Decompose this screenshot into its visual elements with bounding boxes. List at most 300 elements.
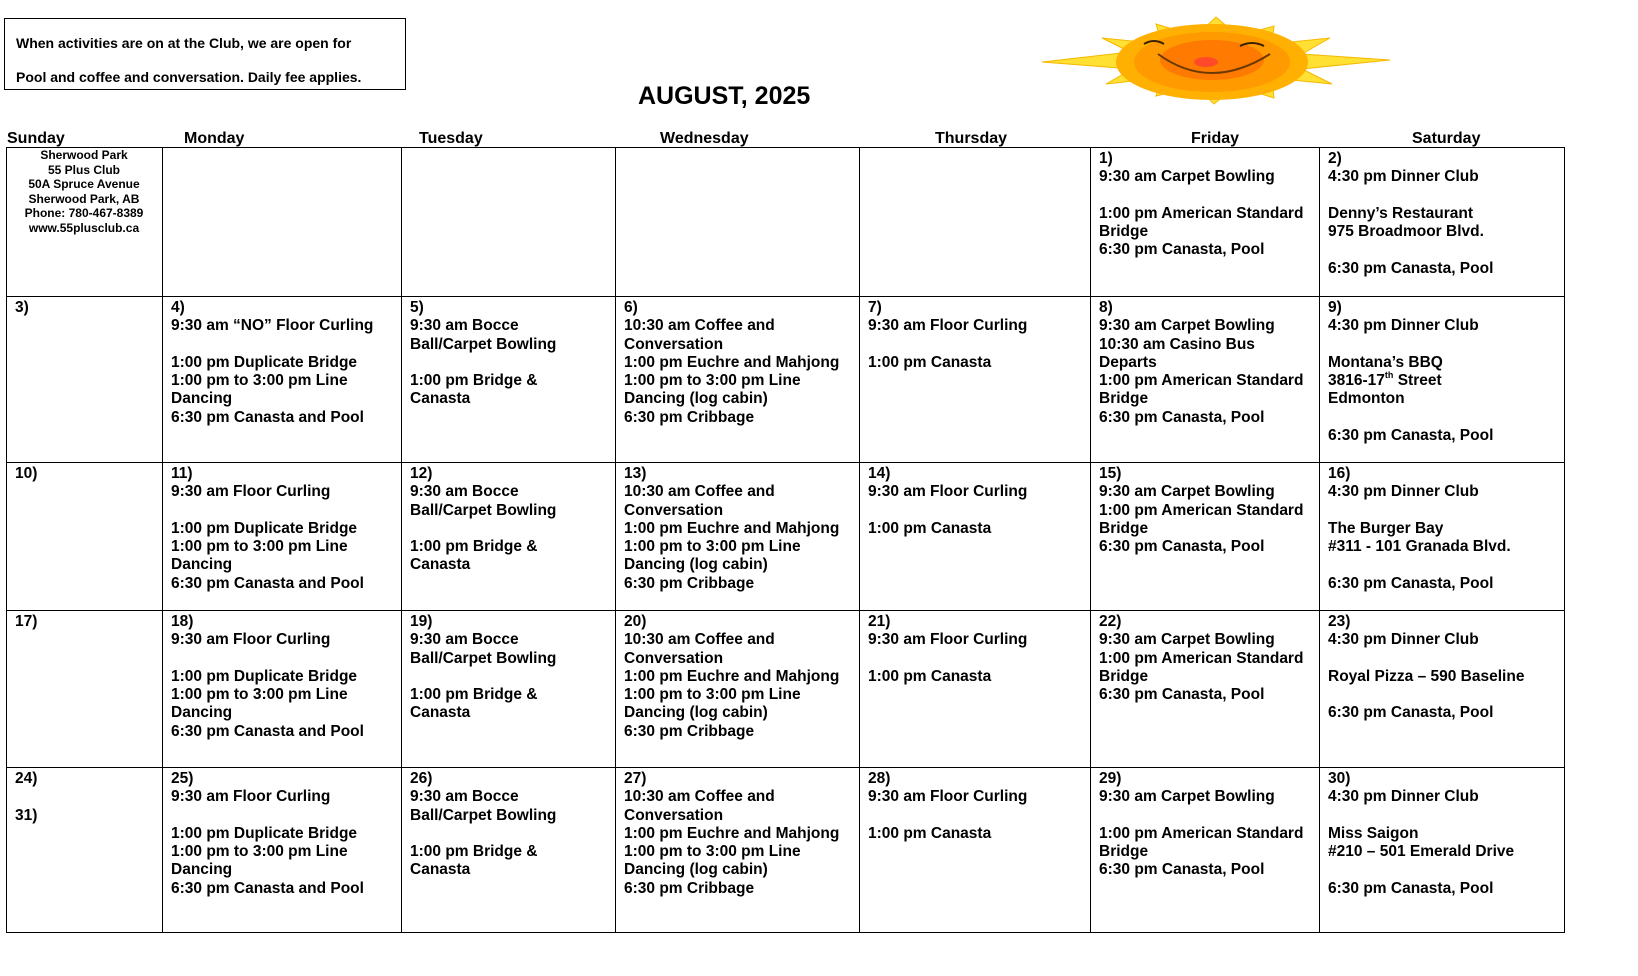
day-cell	[1328, 613, 1524, 723]
event-line	[1099, 686, 1303, 704]
event-text: Dancing (log cabin)	[624, 861, 768, 879]
event-text: 1:00 pm Euchre and Mahjong	[624, 824, 840, 842]
day-header-friday: Friday	[1191, 130, 1240, 147]
event-text: 4)	[171, 299, 185, 316]
event-text: 1:00 pm Canasta	[868, 667, 992, 685]
event-line	[171, 650, 364, 668]
event-text: Montana’s BBQ	[1328, 353, 1443, 371]
event-line	[171, 409, 373, 427]
event-line	[1328, 241, 1493, 259]
event-line	[1328, 686, 1524, 704]
event-text: 9:30 am Carpet Bowling	[1099, 317, 1275, 335]
event-line	[171, 354, 373, 372]
event-line	[1328, 427, 1493, 445]
event-text: 1:00 pm to 3:00 pm Line	[171, 538, 348, 556]
event-line	[624, 631, 839, 649]
event-line	[410, 631, 556, 649]
event-text: Canasta	[410, 556, 471, 574]
event-text: Bridge	[1099, 390, 1149, 408]
event-line	[15, 807, 37, 825]
event-text: 9:30 am Carpet Bowling	[1099, 483, 1275, 501]
day-number	[624, 299, 839, 317]
event-text: 6:30 pm Cribbage	[624, 574, 755, 592]
day-cell	[1099, 299, 1303, 427]
day-number	[410, 613, 556, 631]
event-text: 14)	[868, 465, 891, 482]
day-number	[868, 770, 1027, 788]
event-text: 9:30 am Bocce	[410, 483, 519, 501]
event-line	[1099, 788, 1303, 806]
event-text: 6:30 pm Canasta, Pool	[1328, 879, 1494, 897]
event-line	[1099, 502, 1303, 520]
event-line	[624, 483, 839, 501]
event-line	[171, 723, 364, 741]
event-line	[1328, 520, 1511, 538]
event-text: 1:00 pm to 3:00 pm Line	[624, 538, 801, 556]
event-text: 9:30 am Floor Curling	[868, 631, 1028, 649]
event-text: #311 - 101 Granada Blvd.	[1328, 538, 1511, 556]
event-text: 975 Broadmoor Blvd.	[1328, 223, 1484, 241]
event-line	[868, 520, 1027, 538]
day-number	[15, 770, 37, 788]
event-text: 6:30 pm Canasta, Pool	[1328, 427, 1494, 445]
event-text: Royal Pizza – 590 Baseline	[1328, 667, 1525, 685]
grid-line-horizontal	[6, 296, 1565, 297]
event-line	[171, 483, 364, 501]
event-line	[624, 372, 839, 390]
event-line	[171, 704, 364, 722]
event-line	[1328, 409, 1493, 427]
day-number	[624, 770, 839, 788]
event-line	[624, 538, 839, 556]
grid-line-horizontal	[6, 932, 1565, 933]
day-cell	[624, 613, 839, 741]
event-line	[624, 336, 839, 354]
event-line	[868, 354, 1027, 372]
day-header-thursday: Thursday	[935, 130, 1008, 147]
event-line	[410, 502, 556, 520]
event-text: 29)	[1099, 770, 1122, 787]
grid-line-vertical	[162, 147, 163, 933]
day-number	[624, 613, 839, 631]
day-cell	[624, 465, 839, 593]
event-text: 31)	[15, 806, 38, 824]
event-line	[171, 861, 364, 879]
event-line	[1099, 390, 1303, 408]
event-line	[868, 502, 1027, 520]
event-text: 9:30 am Carpet Bowling	[1099, 788, 1275, 806]
day-cell	[15, 770, 37, 825]
event-line	[868, 336, 1027, 354]
event-line	[1099, 336, 1303, 354]
event-text: Conversation	[624, 501, 724, 519]
day-number	[1099, 465, 1303, 483]
event-line	[410, 861, 556, 879]
event-line	[1328, 336, 1493, 354]
event-line	[624, 317, 839, 335]
day-cell	[624, 770, 839, 898]
day-cell	[868, 770, 1027, 843]
event-line	[1099, 843, 1303, 861]
event-text: Canasta	[410, 861, 471, 879]
event-text: 9:30 am Carpet Bowling	[1099, 631, 1275, 649]
event-text: 30)	[1328, 770, 1351, 787]
event-text: Canasta	[410, 390, 471, 408]
event-text: 4:30 pm Dinner Club	[1328, 168, 1479, 186]
day-number	[410, 770, 556, 788]
day-number	[1328, 770, 1514, 788]
day-number	[171, 299, 373, 317]
day-number	[1328, 150, 1493, 168]
event-text: 9:30 am Floor Curling	[868, 317, 1028, 335]
event-text: 6:30 pm Cribbage	[624, 722, 755, 740]
event-line	[1328, 168, 1493, 186]
day-cell	[410, 299, 556, 409]
event-line	[410, 843, 556, 861]
event-line	[868, 788, 1027, 806]
event-line	[410, 788, 556, 806]
event-text: 6:30 pm Canasta, Pool	[1099, 686, 1265, 704]
day-number	[15, 299, 29, 317]
event-text: 17)	[15, 613, 38, 630]
event-text: 1:00 pm Duplicate Bridge	[171, 353, 358, 371]
event-line	[868, 631, 1027, 649]
event-line	[868, 650, 1027, 668]
event-text: Canasta	[410, 704, 471, 722]
event-line	[1328, 483, 1511, 501]
event-line	[624, 650, 839, 668]
event-line	[1328, 187, 1493, 205]
event-line	[171, 520, 364, 538]
day-number	[171, 465, 364, 483]
event-text: 27)	[624, 770, 647, 787]
event-text: 2)	[1328, 150, 1342, 167]
event-line	[1328, 668, 1524, 686]
event-line	[1328, 372, 1493, 390]
event-text: 1:00 pm American Standard	[1099, 501, 1304, 519]
day-header-wednesday: Wednesday	[660, 130, 749, 147]
event-text: 1:00 pm to 3:00 pm Line	[171, 372, 348, 390]
event-line	[624, 807, 839, 825]
event-text: 1:00 pm American Standard	[1099, 372, 1304, 390]
event-line	[624, 575, 839, 593]
event-line	[868, 825, 1027, 843]
event-text: 6:30 pm Canasta, Pool	[1099, 861, 1265, 879]
day-cell	[410, 770, 556, 880]
event-text: 28)	[868, 770, 891, 787]
day-cell	[171, 770, 364, 898]
event-line	[1328, 354, 1493, 372]
event-text: 3816-17	[1328, 372, 1385, 390]
event-text: Dancing	[171, 390, 233, 408]
day-cell	[1328, 770, 1514, 898]
day-cell	[1099, 465, 1303, 556]
event-text: 7)	[868, 299, 882, 316]
day-cell	[171, 613, 364, 741]
event-text: 26)	[410, 770, 433, 787]
event-line	[410, 650, 556, 668]
grid-line-vertical	[6, 147, 7, 933]
event-text: 18)	[171, 613, 194, 630]
event-line	[624, 880, 839, 898]
event-text: 1:00 pm to 3:00 pm Line	[171, 843, 348, 861]
event-text: 4:30 pm Dinner Club	[1328, 788, 1479, 806]
event-text: 1:00 pm to 3:00 pm Line	[624, 372, 801, 390]
event-text: 1:00 pm Bridge &	[410, 538, 538, 556]
day-cell	[15, 465, 37, 483]
event-text: 10:30 am Coffee and	[624, 483, 775, 501]
address-continuation: Street	[1393, 372, 1442, 390]
event-line	[1099, 861, 1303, 879]
notice-box	[4, 18, 406, 90]
event-text: 1:00 pm to 3:00 pm Line	[624, 843, 801, 861]
event-text: Dancing	[171, 704, 233, 722]
event-line	[1328, 317, 1493, 335]
day-number	[15, 613, 37, 631]
day-cell	[410, 613, 556, 723]
event-line	[1099, 409, 1303, 427]
event-line	[1328, 390, 1493, 408]
event-line	[410, 556, 556, 574]
event-line	[868, 668, 1027, 686]
event-text: 9:30 am Bocce	[410, 631, 519, 649]
grid-line-horizontal	[6, 462, 1565, 463]
event-line	[1099, 538, 1303, 556]
event-line	[410, 317, 556, 335]
event-text: 10:30 am Coffee and	[624, 631, 775, 649]
event-line	[1328, 880, 1514, 898]
event-text: 1:00 pm American Standard	[1099, 649, 1304, 667]
event-line	[1099, 520, 1303, 538]
event-line	[624, 556, 839, 574]
event-line	[1099, 187, 1303, 205]
day-number	[15, 465, 37, 483]
event-line	[410, 390, 556, 408]
event-text: 10:30 am Coffee and	[624, 788, 775, 806]
day-number	[868, 465, 1027, 483]
event-text: Dancing (log cabin)	[624, 556, 768, 574]
event-line	[1328, 631, 1524, 649]
event-text: 9)	[1328, 299, 1342, 316]
event-line	[410, 704, 556, 722]
day-number	[410, 465, 556, 483]
event-text: Ball/Carpet Bowling	[410, 806, 557, 824]
event-text: 6:30 pm Canasta and Pool	[171, 879, 364, 897]
event-text: Conversation	[624, 649, 724, 667]
event-line	[624, 502, 839, 520]
event-line	[171, 668, 364, 686]
event-line	[171, 336, 373, 354]
event-line	[171, 807, 364, 825]
day-number	[868, 613, 1027, 631]
day-cell	[171, 299, 373, 427]
event-text: 3)	[15, 299, 29, 316]
event-line	[171, 556, 364, 574]
club-info-line: Phone: 780-467-8389	[24, 206, 144, 221]
event-text: 5)	[410, 299, 424, 316]
event-line	[171, 390, 373, 408]
club-info-line: 55 Plus Club	[47, 162, 121, 177]
event-text: 6:30 pm Canasta, Pool	[1328, 574, 1494, 592]
event-line	[1328, 260, 1493, 278]
day-cell	[1328, 465, 1511, 593]
event-text: 23)	[1328, 613, 1351, 630]
event-line	[410, 668, 556, 686]
event-text: 6:30 pm Canasta, Pool	[1099, 538, 1265, 556]
club-info-line: www.55plusclub.ca	[28, 220, 140, 235]
event-text: 10:30 am Coffee and	[624, 317, 775, 335]
event-text: The Burger Bay	[1328, 519, 1444, 537]
event-text: 6:30 pm Canasta and Pool	[171, 408, 364, 426]
event-line	[15, 788, 37, 806]
event-line	[171, 502, 364, 520]
day-cell	[15, 299, 29, 317]
day-cell	[868, 465, 1027, 538]
event-text: 1:00 pm American Standard	[1099, 204, 1304, 222]
day-number	[171, 613, 364, 631]
event-text: 6:30 pm Cribbage	[624, 879, 755, 897]
event-text: 1:00 pm American Standard	[1099, 824, 1304, 842]
event-line	[410, 336, 556, 354]
day-number	[1099, 770, 1303, 788]
event-line	[1099, 668, 1303, 686]
event-line	[1328, 861, 1514, 879]
event-text: 6:30 pm Canasta, Pool	[1328, 704, 1494, 722]
event-text: Bridge	[1099, 223, 1149, 241]
event-line	[1328, 205, 1493, 223]
grid-line-vertical	[1319, 147, 1320, 933]
event-line	[410, 520, 556, 538]
event-text: 1:00 pm Euchre and Mahjong	[624, 519, 840, 537]
event-text: 25)	[171, 770, 194, 787]
event-line	[868, 317, 1027, 335]
club-info-line: Sherwood Park	[40, 148, 128, 162]
day-header-tuesday: Tuesday	[419, 130, 483, 147]
event-text: 10)	[15, 465, 38, 482]
event-line	[1328, 843, 1514, 861]
event-line	[1099, 631, 1303, 649]
event-line	[410, 354, 556, 372]
event-text: 9:30 am Carpet Bowling	[1099, 168, 1275, 186]
event-text: 10:30 am Casino Bus	[1099, 335, 1255, 353]
event-text: 6:30 pm Canasta and Pool	[171, 574, 364, 592]
event-line	[1328, 704, 1524, 722]
event-text: Dancing (log cabin)	[624, 704, 768, 722]
event-line	[1328, 825, 1514, 843]
event-text: 20)	[624, 613, 647, 630]
club-info	[6, 148, 162, 236]
event-line	[1099, 483, 1303, 501]
event-text: 16)	[1328, 465, 1351, 482]
event-line	[410, 483, 556, 501]
event-line	[171, 788, 364, 806]
event-line	[171, 825, 364, 843]
event-text: 6:30 pm Cribbage	[624, 408, 755, 426]
event-text: Ball/Carpet Bowling	[410, 335, 557, 353]
event-line	[171, 880, 364, 898]
event-line	[171, 843, 364, 861]
event-text: 1)	[1099, 150, 1113, 167]
event-line	[1099, 825, 1303, 843]
event-text: Denny’s Restaurant	[1328, 204, 1473, 222]
day-number	[410, 299, 556, 317]
event-line	[1328, 807, 1514, 825]
day-number	[868, 299, 1027, 317]
event-line	[624, 704, 839, 722]
event-text: 1:00 pm Duplicate Bridge	[171, 519, 358, 537]
event-text: 4:30 pm Dinner Club	[1328, 317, 1479, 335]
event-line	[1099, 205, 1303, 223]
day-number	[624, 465, 839, 483]
day-number	[1099, 613, 1303, 631]
event-text: 9:30 am Floor Curling	[868, 483, 1028, 501]
day-number	[171, 770, 364, 788]
day-cell	[410, 465, 556, 575]
sun-nose	[1194, 57, 1218, 67]
event-text: Edmonton	[1328, 390, 1405, 408]
event-text: 1:00 pm Bridge &	[410, 843, 538, 861]
event-line	[624, 409, 839, 427]
event-line	[410, 686, 556, 704]
notice-line-2: Pool and coffee and conversation. Daily fee applies.	[16, 69, 362, 85]
event-line	[1099, 372, 1303, 390]
page-title: AUGUST, 2025	[638, 82, 811, 110]
club-info-line: Sherwood Park, AB	[28, 191, 140, 206]
day-cell	[1328, 299, 1493, 445]
event-line	[1328, 650, 1524, 668]
event-text: Ball/Carpet Bowling	[410, 649, 557, 667]
grid-line-vertical	[615, 147, 616, 933]
event-text: 1:00 pm Canasta	[868, 824, 992, 842]
event-text: 9:30 am Floor Curling	[171, 788, 331, 806]
event-text: 22)	[1099, 613, 1122, 630]
event-line	[624, 825, 839, 843]
event-line	[1099, 168, 1303, 186]
event-text: 8)	[1099, 299, 1113, 316]
grid-line-horizontal	[6, 147, 1565, 148]
event-text: Dancing (log cabin)	[624, 390, 768, 408]
event-text: Bridge	[1099, 843, 1149, 861]
event-text: Dancing	[171, 861, 233, 879]
event-line	[624, 788, 839, 806]
day-header-sunday: Sunday	[7, 130, 65, 147]
event-text: Ball/Carpet Bowling	[410, 501, 557, 519]
event-line	[868, 483, 1027, 501]
event-line	[410, 538, 556, 556]
event-line	[868, 807, 1027, 825]
event-line	[171, 317, 373, 335]
event-text: Dancing	[171, 556, 233, 574]
event-text: 21)	[868, 613, 891, 630]
day-cell	[1328, 150, 1493, 278]
event-line	[624, 390, 839, 408]
event-text: Conversation	[624, 806, 724, 824]
event-line	[171, 631, 364, 649]
day-number	[1328, 299, 1493, 317]
event-text: 4:30 pm Dinner Club	[1328, 483, 1479, 501]
day-header-monday: Monday	[184, 130, 245, 147]
event-text: 24)	[15, 770, 38, 787]
event-text: 1:00 pm Canasta	[868, 519, 992, 537]
event-text: 6:30 pm Canasta, Pool	[1099, 408, 1265, 426]
event-text: 1:00 pm Euchre and Mahjong	[624, 667, 840, 685]
event-text: 9:30 am Bocce	[410, 317, 519, 335]
event-text: Departs	[1099, 353, 1157, 371]
grid-line-horizontal	[6, 610, 1565, 611]
day-cell	[171, 465, 364, 593]
event-line	[624, 723, 839, 741]
event-text: 1:00 pm Canasta	[868, 353, 992, 371]
